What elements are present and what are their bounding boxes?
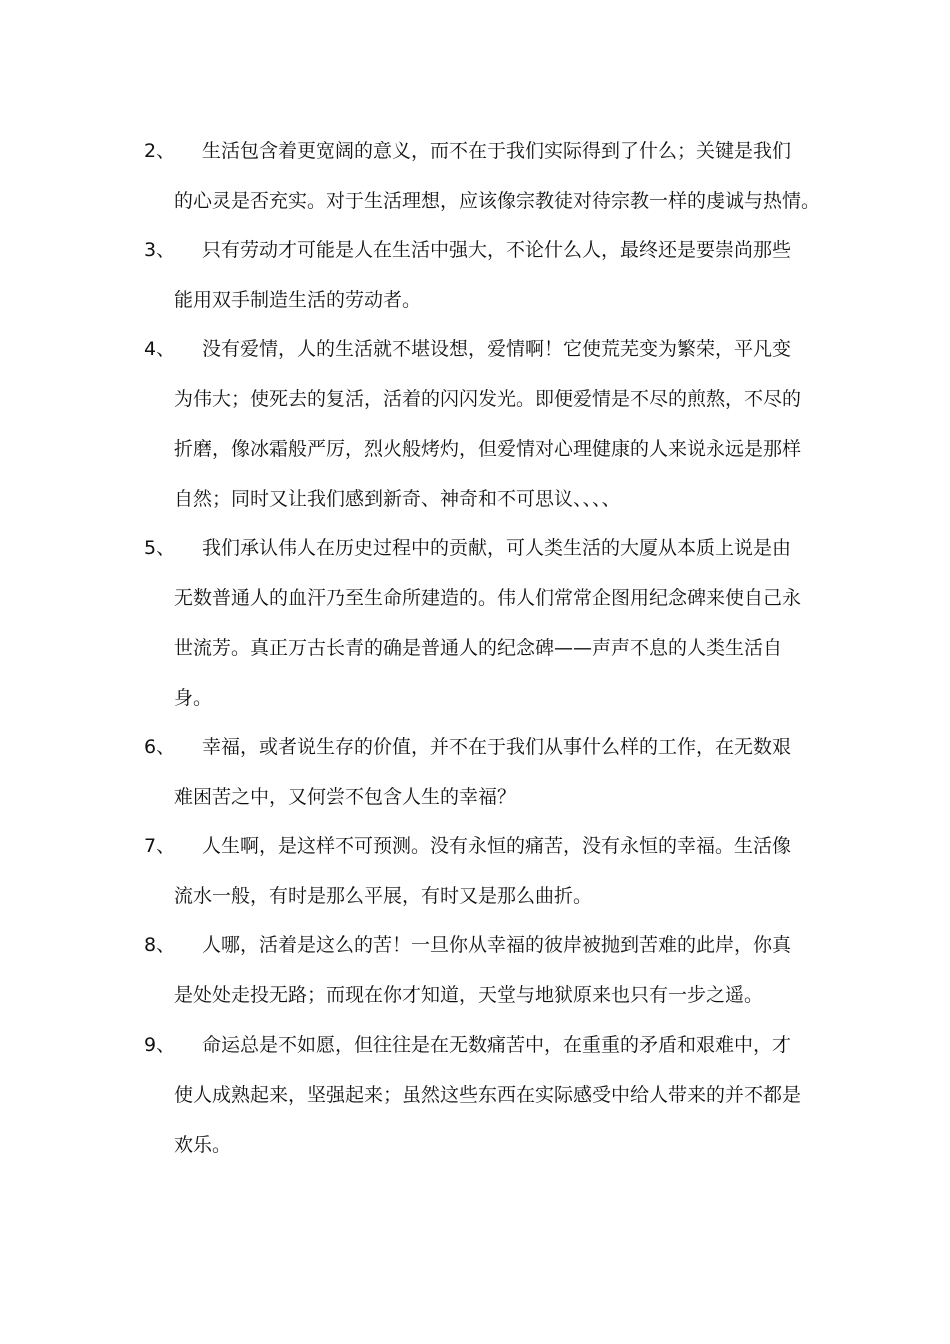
item-text-line: 幸福，或者说生存的价值，并不在于我们从事什么样的工作，在无数艰 xyxy=(202,736,792,758)
item-text-line: 无数普通人的血汗乃至生命所建造的。伟人们常常企图用纪念碑来使自己永 xyxy=(174,587,802,609)
item-number: 4、 xyxy=(144,338,176,360)
item-text-line: 人生啊，是这样不可预测。没有永恒的痛苦，没有永恒的幸福。生活像 xyxy=(202,835,792,857)
item-text-line: 是处处走投无路；而现在你才知道，天堂与地狱原来也只有一步之遥。 xyxy=(174,984,764,1006)
item-text-line: 只有劳动才可能是人在生活中强大，不论什么人，最终还是要崇尚那些 xyxy=(202,239,792,261)
item-text-line: 流水一般，有时是那么平展，有时又是那么曲折。 xyxy=(174,885,593,907)
list-item-7 xyxy=(144,821,824,921)
item-number: 5、 xyxy=(144,537,176,559)
item-text-line: 命运总是不如愿，但往往是在无数痛苦中，在重重的矛盾和艰难中，才 xyxy=(202,1034,792,1056)
item-text-line: 人哪，活着是这么的苦！一旦你从幸福的彼岸被抛到苦难的此岸，你真 xyxy=(202,934,792,956)
list-item-9 xyxy=(144,1020,824,1170)
list-item-5 xyxy=(144,523,824,723)
item-number: 3、 xyxy=(144,239,176,261)
item-text-line: 身。 xyxy=(174,687,213,709)
list-item-4 xyxy=(144,324,824,524)
item-text-line: 难困苦之中，又何尝不包含人生的幸福？ xyxy=(174,786,517,808)
item-number: 6、 xyxy=(144,736,176,758)
item-text-line: 使人成熟起来，坚强起来；虽然这些东西在实际感受中给人带来的并不都是 xyxy=(174,1084,802,1106)
item-text-line: 我们承认伟人在历史过程中的贡献，可人类生活的大厦从本质上说是由 xyxy=(202,537,792,559)
item-number: 8、 xyxy=(144,934,176,956)
item-text-line: 世流芳。真正万古长青的确是普通人的纪念碑——声声不息的人类生活自 xyxy=(174,637,783,659)
item-number: 7、 xyxy=(144,835,176,857)
item-text-line: 能用双手制造生活的劳动者。 xyxy=(174,289,422,311)
item-text-line: 折磨，像冰霜般严厉，烈火般烤灼，但爱情对心理健康的人来说永远是那样 xyxy=(174,438,802,460)
item-text-line: 为伟大；使死去的复活，活着的闪闪发光。即便爱情是不尽的煎熬，不尽的 xyxy=(174,388,802,410)
list-item-6 xyxy=(144,722,824,822)
list-item-8 xyxy=(144,920,824,1020)
item-number: 2、 xyxy=(144,140,176,162)
item-text-line: 生活包含着更宽阔的意义，而不在于我们实际得到了什么；关键是我们 xyxy=(202,140,792,162)
item-text-line: 的心灵是否充实。对于生活理想，应该像宗教徒对待宗教一样的虔诚与热情。 xyxy=(174,190,821,212)
item-text-line: 自然；同时又让我们感到新奇、神奇和不可思议、、、、 xyxy=(174,488,621,510)
list-item-2 xyxy=(144,126,824,226)
item-text-line: 欢乐。 xyxy=(174,1134,232,1156)
list-item-3 xyxy=(144,225,824,325)
item-number: 9、 xyxy=(144,1034,176,1056)
item-text-line: 没有爱情，人的生活就不堪设想，爱情啊！它使荒芜变为繁荣，平凡变 xyxy=(202,338,792,360)
